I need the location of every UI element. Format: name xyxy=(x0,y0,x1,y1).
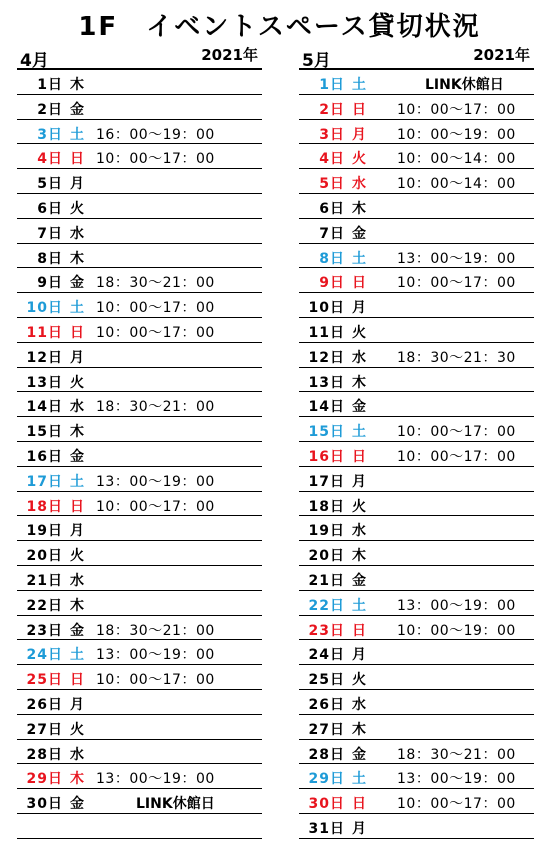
schedule-row xyxy=(17,492,262,517)
time-range: 10：00〜14：00 xyxy=(397,151,516,168)
schedule-row xyxy=(299,120,534,145)
schedule-row xyxy=(17,368,262,393)
page-title: 1F イベントスペース貸切状況 xyxy=(78,12,481,42)
time-range: 18：30〜21：30 xyxy=(397,349,516,366)
day-label: 21日 xyxy=(26,572,63,589)
weekday-label: 土 xyxy=(70,126,84,143)
weekday-label: 月 xyxy=(352,300,366,317)
april-rows xyxy=(17,70,262,839)
day-label: 27日 xyxy=(308,721,345,738)
time-range: 10：00〜17：00 xyxy=(96,300,215,317)
schedule-row xyxy=(17,467,262,492)
day-label: 9日 xyxy=(37,275,63,292)
day-label: 7日 xyxy=(37,225,63,242)
time-range: 10：00〜17：00 xyxy=(96,151,215,168)
schedule-row xyxy=(299,343,534,368)
day-label: 5日 xyxy=(319,176,345,193)
weekday-label: 月 xyxy=(352,126,366,143)
time-range: 10：00〜17：00 xyxy=(397,424,516,441)
day-label: 13日 xyxy=(26,374,63,391)
april-column xyxy=(17,44,262,839)
day-label: 15日 xyxy=(26,424,63,441)
day-label: 17日 xyxy=(308,473,345,490)
weekday-label: 月 xyxy=(70,523,84,540)
time-range: 10：00〜17：00 xyxy=(397,448,516,465)
weekday-label: 土 xyxy=(352,77,366,93)
weekday-label: 金 xyxy=(352,399,366,416)
schedule-row xyxy=(17,541,262,566)
weekday-label: 金 xyxy=(352,572,366,589)
schedule-row xyxy=(17,268,262,293)
schedule-row xyxy=(17,616,262,641)
day-label: 4日 xyxy=(37,151,63,168)
weekday-label: 月 xyxy=(70,349,84,366)
may-header xyxy=(299,44,534,70)
day-label: 26日 xyxy=(308,696,345,713)
day-label: 19日 xyxy=(308,523,345,540)
weekday-label: 日 xyxy=(352,101,366,118)
weekday-label: 火 xyxy=(70,374,84,391)
weekday-label: 日 xyxy=(352,448,366,465)
weekday-label: 月 xyxy=(352,820,366,837)
weekday-label: 木 xyxy=(352,548,366,565)
schedule-row xyxy=(299,293,534,318)
schedule-row xyxy=(17,640,262,665)
weekday-label: 日 xyxy=(70,151,84,168)
schedule-row xyxy=(299,814,534,839)
schedule-row xyxy=(17,392,262,417)
weekday-label: 金 xyxy=(352,746,366,763)
day-label: 20日 xyxy=(308,548,345,565)
weekday-label: 日 xyxy=(70,498,84,515)
weekday-label: 日 xyxy=(70,324,84,341)
weekday-label: 木 xyxy=(70,771,84,788)
schedule-row xyxy=(299,417,534,442)
day-label: 11日 xyxy=(26,324,63,341)
schedule-row xyxy=(17,715,262,740)
day-label: 12日 xyxy=(26,349,63,366)
schedule-row xyxy=(299,318,534,343)
weekday-label: 土 xyxy=(70,300,84,317)
weekday-label: 金 xyxy=(352,225,366,242)
time-range: 10：00〜17：00 xyxy=(397,796,516,813)
schedule-row xyxy=(17,789,262,814)
weekday-label: 月 xyxy=(352,647,366,664)
schedule-row xyxy=(17,417,262,442)
weekday-label: 金 xyxy=(70,275,84,292)
time-range: 10：00〜14：00 xyxy=(397,176,516,193)
schedule-row xyxy=(17,591,262,616)
time-range: 13：00〜19：00 xyxy=(397,771,516,788)
day-label: 24日 xyxy=(26,647,63,664)
weekday-label: 木 xyxy=(70,424,84,441)
schedule-row xyxy=(17,293,262,318)
closed-note: LINK休館日 xyxy=(136,796,215,813)
schedule-row xyxy=(17,219,262,244)
weekday-label: 金 xyxy=(70,622,84,639)
schedule-row xyxy=(17,194,262,219)
weekday-label: 月 xyxy=(70,176,84,193)
day-label: 30日 xyxy=(26,796,63,813)
day-label: 16日 xyxy=(308,448,345,465)
weekday-label: 水 xyxy=(70,399,84,416)
weekday-label: 水 xyxy=(352,523,366,540)
time-range: 16：00〜19：00 xyxy=(96,126,215,143)
day-label: 22日 xyxy=(26,597,63,614)
schedule-row xyxy=(299,690,534,715)
weekday-label: 水 xyxy=(70,746,84,763)
day-label: 3日 xyxy=(319,126,345,143)
schedule-row xyxy=(299,616,534,641)
time-range: 10：00〜17：00 xyxy=(397,275,516,292)
day-label: 10日 xyxy=(308,300,345,317)
time-range: 10：00〜17：00 xyxy=(96,672,215,689)
weekday-label: 木 xyxy=(70,597,84,614)
weekday-label: 木 xyxy=(352,200,366,217)
day-label: 25日 xyxy=(308,672,345,689)
day-label: 14日 xyxy=(308,399,345,416)
day-label: 4日 xyxy=(319,151,345,168)
schedule-row xyxy=(299,368,534,393)
weekday-label: 水 xyxy=(70,572,84,589)
day-label: 24日 xyxy=(308,647,345,664)
schedule-row xyxy=(299,764,534,789)
weekday-label: 水 xyxy=(352,349,366,366)
weekday-label: 水 xyxy=(352,176,366,193)
day-label: 12日 xyxy=(308,349,345,366)
weekday-label: 水 xyxy=(352,696,366,713)
schedule-row xyxy=(17,169,262,194)
day-label: 14日 xyxy=(26,399,63,416)
day-label: 18日 xyxy=(26,498,63,515)
weekday-label: 水 xyxy=(70,225,84,242)
day-label: 30日 xyxy=(308,796,345,813)
weekday-label: 火 xyxy=(70,721,84,738)
schedule-row xyxy=(17,70,262,95)
schedule-row xyxy=(17,343,262,368)
weekday-label: 火 xyxy=(352,672,366,689)
weekday-label: 日 xyxy=(352,796,366,813)
day-label: 5日 xyxy=(37,176,63,193)
weekday-label: 木 xyxy=(352,721,366,738)
schedule-row xyxy=(17,95,262,120)
day-label: 20日 xyxy=(26,548,63,565)
day-label: 2日 xyxy=(37,101,63,118)
weekday-label: 木 xyxy=(70,250,84,267)
schedule-row xyxy=(299,392,534,417)
day-label: 13日 xyxy=(308,374,345,391)
day-label: 6日 xyxy=(37,200,63,217)
schedule-row xyxy=(299,169,534,194)
schedule-row xyxy=(17,764,262,789)
time-range: 13：00〜19：00 xyxy=(397,250,516,267)
april-header xyxy=(17,44,262,70)
schedule-row xyxy=(17,740,262,765)
weekday-label: 火 xyxy=(352,324,366,341)
time-range: 13：00〜19：00 xyxy=(96,771,215,788)
schedule-row xyxy=(17,814,262,839)
day-label: 1日 xyxy=(37,77,63,93)
april-year-label: 2021年 xyxy=(201,46,258,64)
schedule-row xyxy=(299,640,534,665)
schedule-row xyxy=(299,591,534,616)
day-label: 18日 xyxy=(308,498,345,515)
day-label: 3日 xyxy=(37,126,63,143)
weekday-label: 土 xyxy=(352,424,366,441)
time-range: 10：00〜19：00 xyxy=(397,126,516,143)
weekday-label: 土 xyxy=(70,647,84,664)
schedule-row xyxy=(299,715,534,740)
day-label: 27日 xyxy=(26,721,63,738)
day-label: 28日 xyxy=(26,746,63,763)
weekday-label: 火 xyxy=(352,151,366,168)
schedule-row xyxy=(299,492,534,517)
day-label: 1日 xyxy=(319,77,345,93)
time-range: 18：30〜21：00 xyxy=(397,746,516,763)
weekday-label: 土 xyxy=(352,597,366,614)
schedule-row xyxy=(299,467,534,492)
schedule-row xyxy=(17,516,262,541)
weekday-label: 月 xyxy=(70,696,84,713)
weekday-label: 火 xyxy=(70,200,84,217)
may-column xyxy=(299,44,534,839)
weekday-label: 日 xyxy=(70,672,84,689)
time-range: 10：00〜19：00 xyxy=(397,622,516,639)
weekday-label: 日 xyxy=(352,622,366,639)
day-label: 19日 xyxy=(26,523,63,540)
weekday-label: 月 xyxy=(352,473,366,490)
weekday-label: 日 xyxy=(352,275,366,292)
schedule-row xyxy=(299,70,534,95)
schedule-row xyxy=(17,120,262,145)
day-label: 9日 xyxy=(319,275,345,292)
day-label: 17日 xyxy=(26,473,63,490)
schedule-row xyxy=(17,442,262,467)
closed-note: LINK休館日 xyxy=(425,77,504,93)
day-label: 15日 xyxy=(308,424,345,441)
schedule-row xyxy=(299,95,534,120)
schedule-row xyxy=(17,244,262,269)
weekday-label: 土 xyxy=(352,250,366,267)
weekday-label: 土 xyxy=(352,771,366,788)
schedule-row xyxy=(299,516,534,541)
april-month-label: 4月 xyxy=(20,51,49,71)
time-range: 10：00〜17：00 xyxy=(96,498,215,515)
weekday-label: 木 xyxy=(352,374,366,391)
day-label: 23日 xyxy=(308,622,345,639)
time-range: 18：30〜21：00 xyxy=(96,275,215,292)
schedule-row xyxy=(299,789,534,814)
may-year-label: 2021年 xyxy=(473,46,530,64)
day-label: 8日 xyxy=(37,250,63,267)
weekday-label: 金 xyxy=(70,796,84,813)
day-label: 7日 xyxy=(319,225,345,242)
schedule-row xyxy=(299,442,534,467)
time-range: 18：30〜21：00 xyxy=(96,399,215,416)
day-label: 26日 xyxy=(26,696,63,713)
day-label: 6日 xyxy=(319,200,345,217)
schedule-row xyxy=(299,244,534,269)
day-label: 11日 xyxy=(308,324,345,341)
day-label: 2日 xyxy=(319,101,345,118)
schedule-row xyxy=(299,566,534,591)
weekday-label: 金 xyxy=(70,448,84,465)
schedule-row xyxy=(299,144,534,169)
weekday-label: 火 xyxy=(70,548,84,565)
schedule-row xyxy=(299,665,534,690)
schedule-row xyxy=(299,740,534,765)
time-range: 18：30〜21：00 xyxy=(96,622,215,639)
time-range: 13：00〜19：00 xyxy=(397,597,516,614)
day-label: 28日 xyxy=(308,746,345,763)
weekday-label: 土 xyxy=(70,473,84,490)
schedule-row xyxy=(17,665,262,690)
schedule-row xyxy=(299,541,534,566)
schedule-row xyxy=(299,194,534,219)
time-range: 13：00〜19：00 xyxy=(96,647,215,664)
day-label: 31日 xyxy=(308,820,345,837)
schedule-row xyxy=(17,566,262,591)
day-label: 29日 xyxy=(26,771,63,788)
may-rows xyxy=(299,70,534,839)
time-range: 13：00〜19：00 xyxy=(96,473,215,490)
may-month-label: 5月 xyxy=(302,51,331,71)
weekday-label: 火 xyxy=(352,498,366,515)
weekday-label: 木 xyxy=(70,77,84,93)
schedule-row xyxy=(17,318,262,343)
schedule-row xyxy=(299,219,534,244)
schedule-row xyxy=(299,268,534,293)
day-label: 22日 xyxy=(308,597,345,614)
day-label: 29日 xyxy=(308,771,345,788)
time-range: 10：00〜17：00 xyxy=(96,324,215,341)
day-label: 25日 xyxy=(26,672,63,689)
day-label: 8日 xyxy=(319,250,345,267)
time-range: 10：00〜17：00 xyxy=(397,101,516,118)
day-label: 21日 xyxy=(308,572,345,589)
schedule-row xyxy=(17,690,262,715)
day-label: 16日 xyxy=(26,448,63,465)
weekday-label: 金 xyxy=(70,101,84,118)
day-label: 23日 xyxy=(26,622,63,639)
day-label: 10日 xyxy=(26,300,63,317)
schedule-row xyxy=(17,144,262,169)
